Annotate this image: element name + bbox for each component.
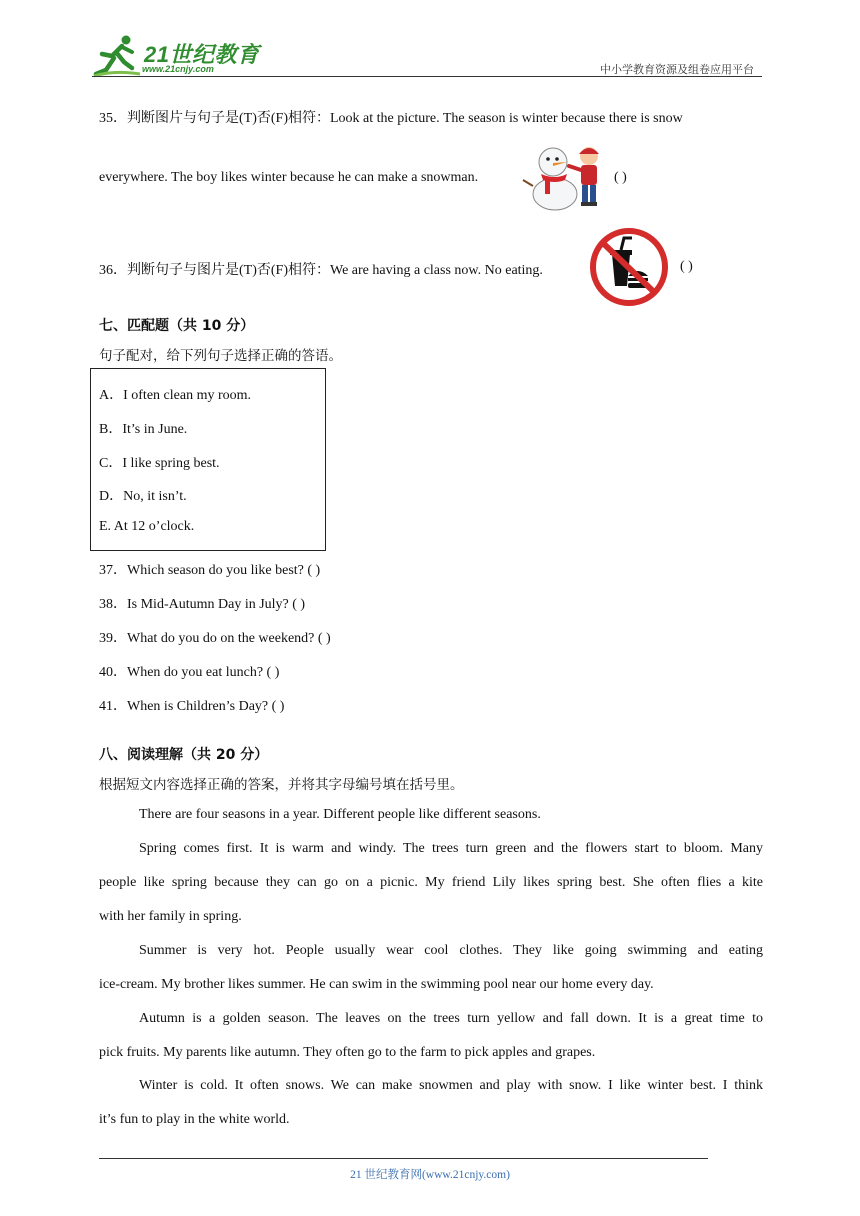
paragraph-line: Autumn is a golden season. The leaves on the trees turn yellow and fall down. It is a great time to: [139, 1011, 763, 1026]
option-e: E. At 12 o’clock.: [99, 519, 195, 534]
option-b: B．It’s in June.: [99, 422, 188, 437]
question-36-answer-blank[interactable]: ( ): [680, 259, 693, 274]
runner-logo-icon: [92, 34, 142, 78]
reading-paragraph-4: [99, 1002, 763, 1070]
reading-paragraph-1: [99, 798, 763, 832]
option-a: A．I often clean my room.: [99, 388, 252, 403]
paragraph-line: it’s fun to play in the white world.: [99, 1112, 290, 1127]
logo-text: 21世纪教育: [144, 42, 260, 67]
footer-text[interactable]: 21 世纪教育网(www.21cnjy.com): [350, 1169, 510, 1181]
paragraph-line: Spring comes first. It is warm and windy. The trees turn green and the flowers start to bloom. Many: [139, 841, 763, 856]
paragraph-line: Winter is cold. It often snows. We can make snowmen and play with snow. I like winter best. I think: [139, 1078, 763, 1093]
snowman-boy-picture: [519, 140, 605, 212]
paragraph-line: with her family in spring.: [99, 909, 242, 924]
paragraph-line: Summer is very hot. People usually wear cool clothes. They like going swimming and eating: [139, 943, 763, 958]
site-logo: [92, 34, 262, 78]
option-d: D．No, it isn’t.: [99, 489, 187, 504]
question-35-line1: 35．判断图片与句子是(T)否(F)相符：Look at the picture. The season is winter because there is snow: [99, 111, 683, 126]
question-35-line2: everywhere. The boy likes winter because he can make a snowman.: [99, 170, 479, 185]
footer-divider: [99, 1158, 708, 1159]
question-40: 40．When do you eat lunch? ( ): [99, 665, 280, 680]
paragraph-line: ice-cream. My brother likes summer. He can swim in the swimming pool near our home every day.: [99, 977, 654, 992]
section-8-instruction: 根据短文内容选择正确的答案，并将其字母编号填在括号里。: [99, 777, 464, 793]
header-divider: [92, 76, 762, 77]
option-c: C．I like spring best.: [99, 456, 220, 471]
question-41: 41．When is Children’s Day? ( ): [99, 699, 285, 714]
question-37: 37．Which season do you like best? ( ): [99, 563, 321, 578]
question-35-answer-blank[interactable]: ( ): [614, 170, 627, 185]
section-8-title: 八、阅读理解（共 20 分）: [99, 747, 269, 763]
section-7-title: 七、匹配题（共 10 分）: [99, 318, 255, 334]
question-36-text: 36．判断句子与图片是(T)否(F)相符：We are having a class now. No eating.: [99, 263, 543, 278]
reading-paragraph-5: [99, 1069, 763, 1137]
question-38: 38．Is Mid-Autumn Day in July? ( ): [99, 597, 306, 612]
paragraph-line: people like spring because they can go on a picnic. My friend Lily likes spring best. She often flies a kite: [99, 875, 763, 890]
paragraph-line: pick fruits. My parents like autumn. They often go to the farm to pick apples and grapes.: [99, 1045, 596, 1060]
question-39: 39．What do you do on the weekend? ( ): [99, 631, 331, 646]
logo-url: www.21cnjy.com: [142, 64, 214, 74]
section-7-instruction: 句子配对，给下列句子选择正确的答语。: [99, 348, 342, 364]
reading-paragraph-2: [99, 832, 763, 934]
no-eating-sign-icon: [588, 226, 670, 308]
header-tagline: 中小学教育资源及组卷应用平台: [600, 63, 754, 76]
reading-paragraph-3: [99, 934, 763, 1002]
paragraph-line: There are four seasons in a year. Different people like different seasons.: [139, 807, 541, 822]
